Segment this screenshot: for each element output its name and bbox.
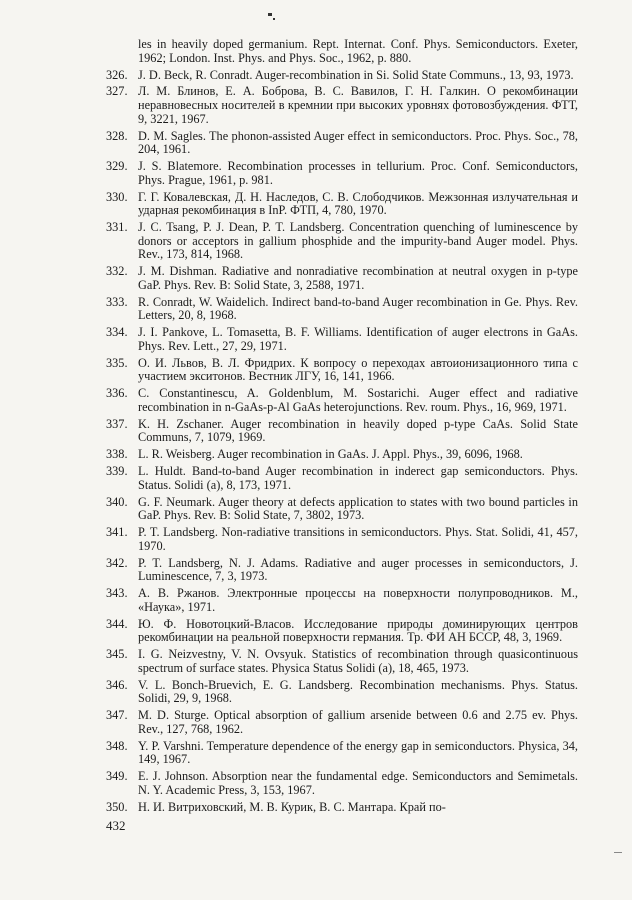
reference-text: M. D. Sturge. Optical absorption of gallium arsenide between 0.6 and 2.75 ev. Phys. Rev., 127, 768, 1962. xyxy=(138,708,578,736)
reference-number: 345. xyxy=(106,647,128,661)
reference-text: J. S. Blatemore. Recombination processes in tellurium. Proc. Conf. Semiconductors, Phys. Prague, 1961, p. 981. xyxy=(138,159,578,187)
reference-entry xyxy=(106,85,578,126)
reference-number: 334. xyxy=(106,325,128,340)
reference-text: D. M. Sagles. The phonon-assisted Auger effect in semiconductors. Proc. Phys. Soc., 78, 204, 1961. xyxy=(138,128,578,157)
reference-number: 341. xyxy=(106,525,128,539)
reference-text: R. Conradt, W. Waidelich. Indirect band-to-band Auger recombination in Ge. Phys. Rev. Letters, 20, 8, 1968. xyxy=(138,294,578,323)
reference-text: J. D. Beck, R. Conradt. Auger-recombination in Si. Solid State Communs., 13, 93, 1973. xyxy=(138,67,574,82)
reference-entry xyxy=(106,265,578,292)
reference-entry xyxy=(106,679,578,706)
reference-text: А. В. Ржанов. Электронные процессы на поверхности полупроводников. М., «Наука», 1971. xyxy=(138,586,578,614)
reference-number: 347. xyxy=(106,708,128,722)
reference-text: I. G. Neizvestny, V. N. Ovsyuk. Statistics of recombination through quasicontinuous spectrum of surface states. Physica Status Solidi (a), 18, 465, 1973. xyxy=(138,647,578,675)
reference-entry xyxy=(106,326,578,353)
reference-text: L. R. Weisberg. Auger recombination in GaAs. J. Appl. Phys., 39, 6096, 1968. xyxy=(138,447,523,462)
reference-entry xyxy=(106,709,578,736)
reference-entry xyxy=(106,618,578,645)
reference-number: 336. xyxy=(106,386,128,401)
reference-number: 327. xyxy=(106,84,128,99)
reference-entry xyxy=(106,465,578,492)
print-speck xyxy=(273,18,275,20)
reference-text: J. C. Tsang, P. J. Dean, P. T. Landsberg. Concentration quenching of luminescence by donors or acceptors in gallium phosphide and the impurity-band Auger model. Phys. Rev., 173, 814, 1968. xyxy=(138,220,578,262)
reference-text: Л. М. Блинов, Е. А. Боброва, В. С. Вавилов, Г. Н. Галкин. О рекомбинации неравновесных носителей в кремнии при высоких уровнях фотовозбуждения. ФТТ, 9, 3221, 1967. xyxy=(138,84,578,126)
page-number: 432 xyxy=(106,818,126,833)
reference-number: 326. xyxy=(106,67,128,82)
reference-entry xyxy=(106,557,578,584)
reference-number: 331. xyxy=(106,220,128,234)
reference-text: Y. P. Varshni. Temperature dependence of the energy gap in semiconductors. Physica, 34, 149, 1967. xyxy=(138,738,578,767)
reference-number: 349. xyxy=(106,769,128,783)
reference-text: P. T. Landsberg, N. J. Adams. Radiative and auger processes in semiconductors, J. Luminescence, 7, 3, 1973. xyxy=(138,555,578,584)
reference-text: Ю. Ф. Новотоцкий-Власов. Исследование природы доминирующих центров рекомбинации на реальной поверхности германия. Тр. ФИ АН БССР, 48, 3, 1969. xyxy=(138,616,578,645)
reference-entry xyxy=(106,587,578,614)
reference-entry xyxy=(106,130,578,157)
reference-entry xyxy=(106,221,578,262)
reference-entry xyxy=(106,387,578,414)
reference-text: P. T. Landsberg. Non-radiative transitions in semiconductors. Phys. Stat. Solidi, 41, 457, 1970. xyxy=(138,525,578,553)
reference-number: 350. xyxy=(106,799,128,814)
reference-number: 330. xyxy=(106,189,128,204)
reference-number: 328. xyxy=(106,128,128,143)
reference-number: 329. xyxy=(106,159,128,173)
print-speck xyxy=(268,13,272,16)
reference-number: 337. xyxy=(106,416,128,431)
reference-entry xyxy=(106,526,578,553)
reference-number: 340. xyxy=(106,494,128,509)
reference-text: J. I. Pankove, L. Tomasetta, B. F. Williams. Identification of auger electrons in GaAs. Phys. Rev. Lett., 27, 29, 1971. xyxy=(138,325,578,353)
reference-number: 339. xyxy=(106,464,128,478)
reference-text: V. L. Bonch-Bruevich, E. G. Landsberg. Recombination mechanisms. Phys. Status. Solidi, 29, 9, 1968. xyxy=(138,677,578,706)
reference-text: C. Constantinescu, A. Goldenblum, M. Sostarichi. Auger effect and radiative recombination in n-GaAs-p-Al GaAs heterojunctions. Rev. roum. Phys., 16, 969, 1971. xyxy=(138,386,578,414)
reference-number: 344. xyxy=(106,616,128,631)
reference-entry xyxy=(106,357,578,384)
reference-entry xyxy=(106,191,578,218)
reference-number: 348. xyxy=(106,738,128,753)
reference-number: 332. xyxy=(106,264,128,279)
reference-number: 333. xyxy=(106,294,128,309)
reference-text: K. H. Zschaner. Auger recombination in heavily doped p-type CaAs. Solid State Communs, 7, 1079, 1969. xyxy=(138,416,578,445)
reference-entry xyxy=(106,648,578,675)
reference-number: 338. xyxy=(106,447,128,462)
reference-text: О. И. Львов, В. Л. Фридрих. К вопросу о переходах автоионизационного типа с участием экситонов. Вестник ЛГУ, 16, 141, 1966. xyxy=(138,355,578,384)
reference-continuation: les in heavily doped germanium. Rept. Internat. Conf. Phys. Semiconductors. Exeter, 1962; London. Inst. Phys. and Phys. Soc., 1962, p. 880. xyxy=(138,37,578,65)
reference-list xyxy=(106,38,578,817)
reference-entry xyxy=(106,770,578,797)
reference-text: Г. Г. Ковалевская, Д. Н. Наследов, С. В. Слободчиков. Межзонная излучательная и ударная рекомбинация в InP. ФТП, 4, 780, 1970. xyxy=(138,189,578,218)
reference-entry xyxy=(106,801,578,815)
reference-number: 335. xyxy=(106,355,128,370)
reference-entry xyxy=(106,448,578,462)
reference-text: J. M. Dishman. Radiative and nonradiative recombination at neutral oxygen in p-type GaP. Phys. Rev. B: Solid State, 3, 2588, 1971. xyxy=(138,264,578,292)
reference-text: G. F. Neumark. Auger theory at defects application to states with two bound particles in GaP. Phys. Rev. B: Solid State, 7, 3802, 1973. xyxy=(138,494,578,523)
reference-text: Н. И. Витриховский, М. В. Курик, В. С. Мантара. Край по- xyxy=(138,799,446,814)
reference-entry xyxy=(106,740,578,767)
reference-entry xyxy=(106,418,578,445)
reference-entry xyxy=(106,296,578,323)
print-speck xyxy=(614,852,622,853)
reference-text: L. Huldt. Band-to-band Auger recombination in inderect gap semiconductors. Phys. Status. Solidi (a), 8, 173, 1971. xyxy=(138,464,578,492)
reference-text: E. J. Johnson. Absorption near the fundamental edge. Semiconductors and Semimetals. N. Y. Academic Press, 3, 153, 1967. xyxy=(138,769,578,797)
reference-number: 343. xyxy=(106,586,128,600)
reference-entry xyxy=(106,160,578,187)
reference-entry xyxy=(106,69,578,83)
reference-entry xyxy=(106,496,578,523)
reference-number: 346. xyxy=(106,677,128,692)
reference-number: 342. xyxy=(106,555,128,570)
